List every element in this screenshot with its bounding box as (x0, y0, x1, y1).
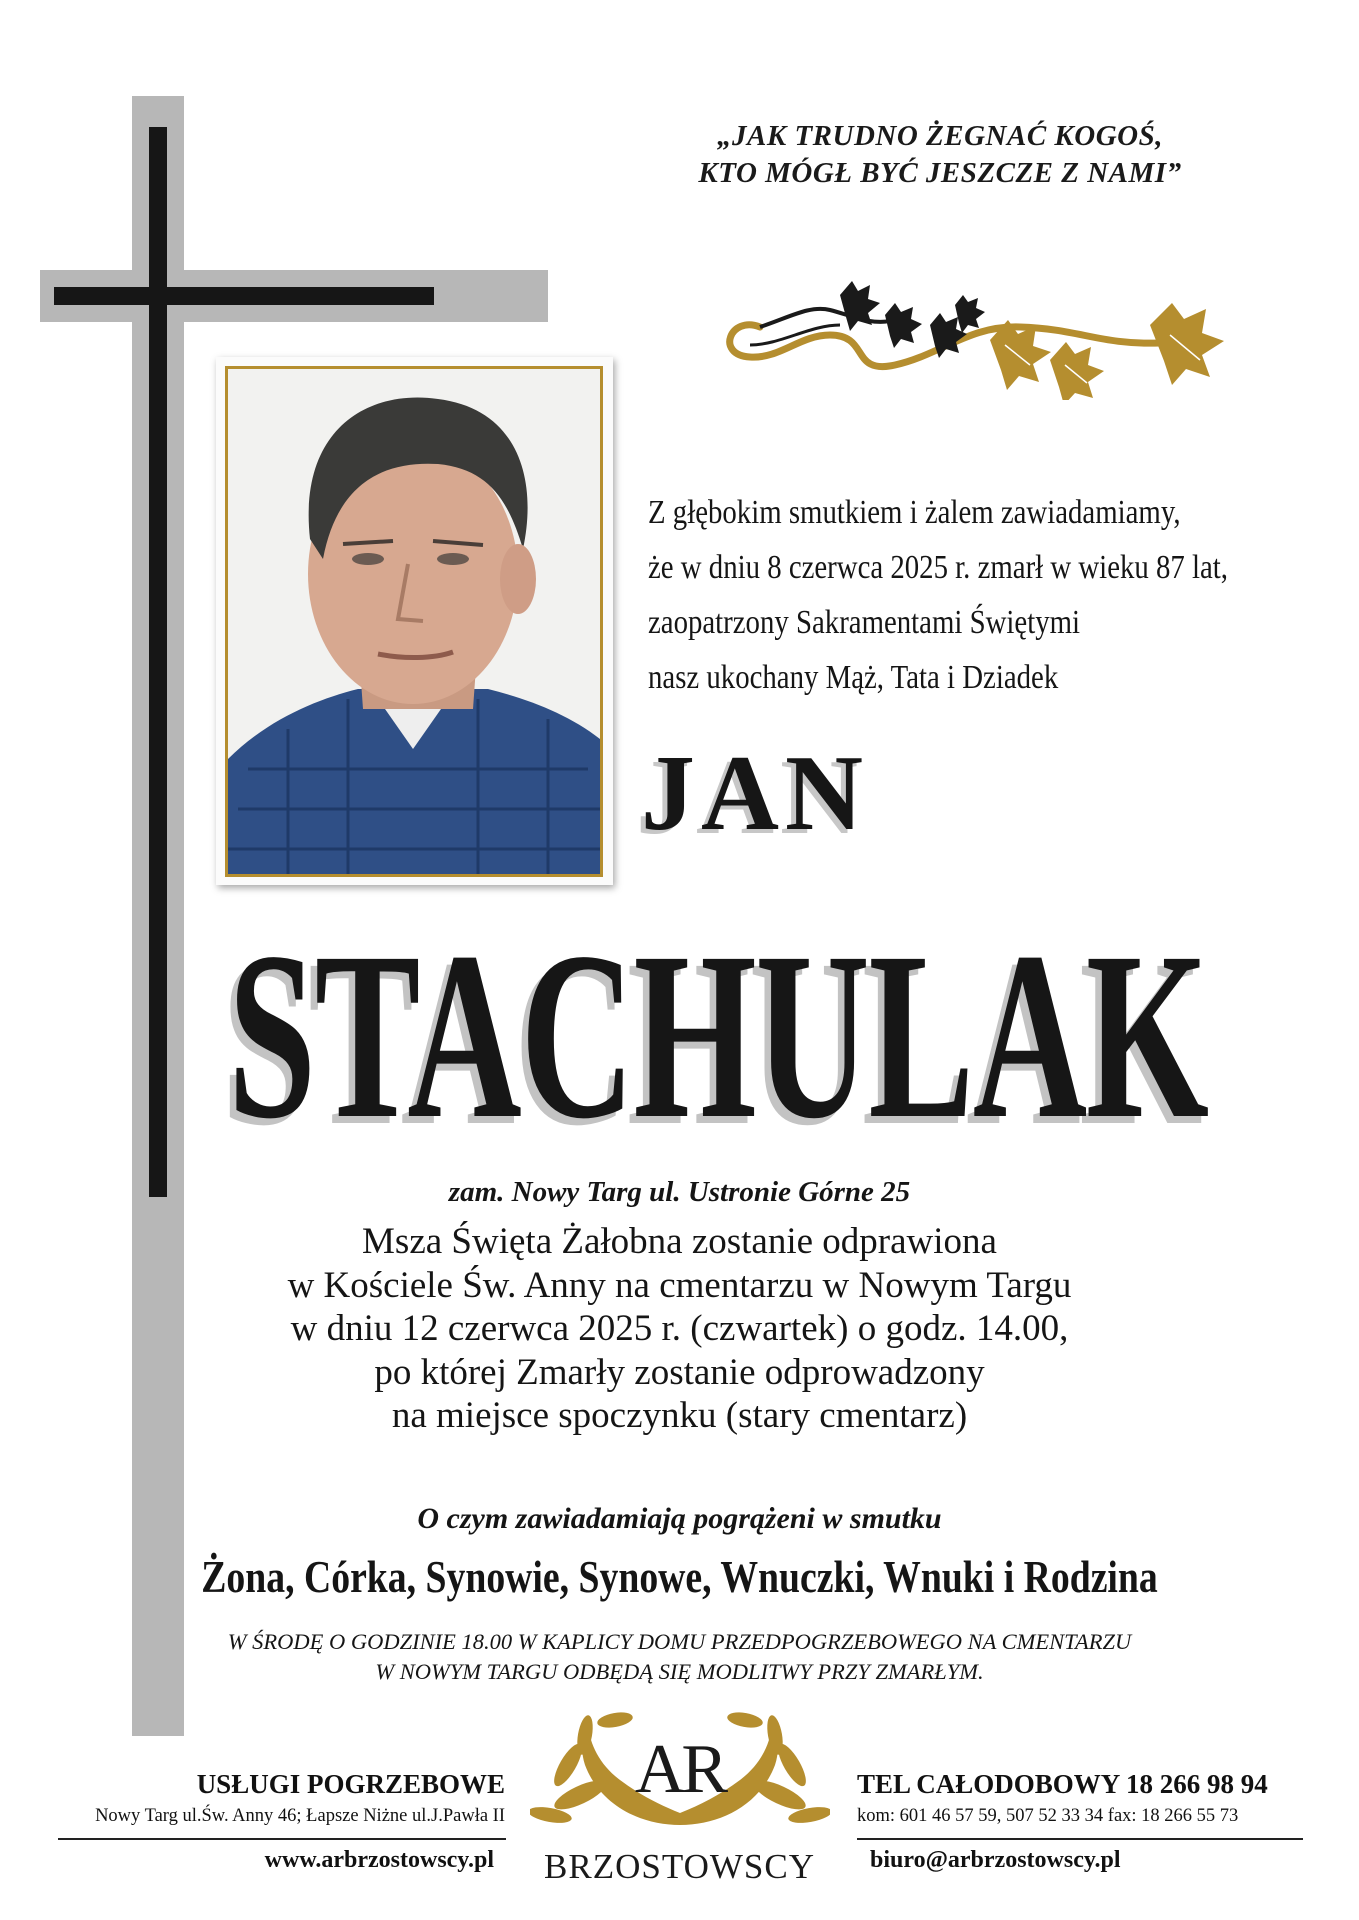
announcement-line-1: Z głębokim smutkiem i żalem zawiadamiamy, (648, 494, 1181, 531)
funeral-services-title: USŁUGI POGRZEBOWE (196, 1769, 505, 1799)
funeral-mass-details (0, 1220, 1359, 1438)
funeral-services-address: Nowy Targ ul.Św. Anny 46; Łapsze Niżne ul.J.Pawła II (95, 1806, 505, 1826)
mass-line-3: w dniu 12 czerwca 2025 r. (czwartek) o godz. 14.00, (290, 1308, 1069, 1349)
first-name: JAN (641, 734, 869, 853)
family-list: Żona, Córka, Synowie, Synowe, Wnuczki, Wnuki i Rodzina (201, 1551, 1158, 1602)
death-announcement (648, 485, 1250, 705)
announcement-line-2: że w dniu 8 czerwca 2025 r. zmarł w wieku 87 lat, (648, 549, 1229, 586)
footer-divider-left (58, 1838, 506, 1840)
residence-address: zam. Nowy Targ ul. Ustronie Górne 25 (448, 1176, 911, 1208)
leaf-vine-ornament-icon (720, 265, 1265, 400)
announcement-line-4: nasz ukochany Mąż, Tata i Dziadek (648, 659, 1059, 696)
cross-icon-black-horizontal (54, 287, 434, 305)
motto-quote (590, 118, 1290, 192)
website-link[interactable]: www.arbrzostowscy.pl (264, 1847, 494, 1873)
mass-line-2: w Kościele Św. Anny na cmentarzu w Nowym Targu (287, 1264, 1072, 1306)
announcement-line-3: zaopatrzony Sakramentami Świętymi (648, 604, 1081, 641)
phone-24h: TEL CAŁODOBOWY 18 266 98 94 (857, 1769, 1268, 1799)
prayer-line-2: W NOWYM TARGU ODBĘDĄ SIĘ MODLITWY PRZY ZMARŁYM. (375, 1659, 984, 1684)
portrait-photo-frame (216, 357, 613, 885)
portrait-photo (225, 366, 603, 877)
prayer-line-1: W ŚRODĘ O GODZINIE 18.00 W KAPLICY DOMU PRZEDPOGRZEBOWEGO NA CMENTARZU (227, 1629, 1132, 1654)
footer-divider-right (857, 1838, 1303, 1840)
mass-line-5: na miejsce spoczynku (stary cmentarz) (391, 1395, 968, 1436)
last-name: STACHULAK (228, 902, 1208, 1168)
mass-line-4: po której Zmarły zostanie odprowadzony (374, 1351, 985, 1393)
prayer-notice (0, 1627, 1359, 1687)
mourners-intro: O czym zawiadamiają pogrążeni w smutku (417, 1502, 942, 1535)
logo-company-name: BRZOSTOWSCY (544, 1847, 815, 1886)
motto-line-1: „JAK TRUDNO ŻEGNAĆ KOGOŚ, (717, 120, 1163, 152)
email-link[interactable]: biuro@arbrzostowscy.pl (870, 1847, 1121, 1873)
logo-monogram: AR (634, 1731, 725, 1808)
contact-numbers: kom: 601 46 57 59, 507 52 33 34 fax: 18 266 55 73 (857, 1806, 1239, 1826)
mass-line-1: Msza Święta Żałobna zostanie odprawiona (362, 1221, 997, 1262)
motto-line-2: KTO MÓGŁ BYĆ JESZCZE Z NAMI” (698, 157, 1182, 189)
